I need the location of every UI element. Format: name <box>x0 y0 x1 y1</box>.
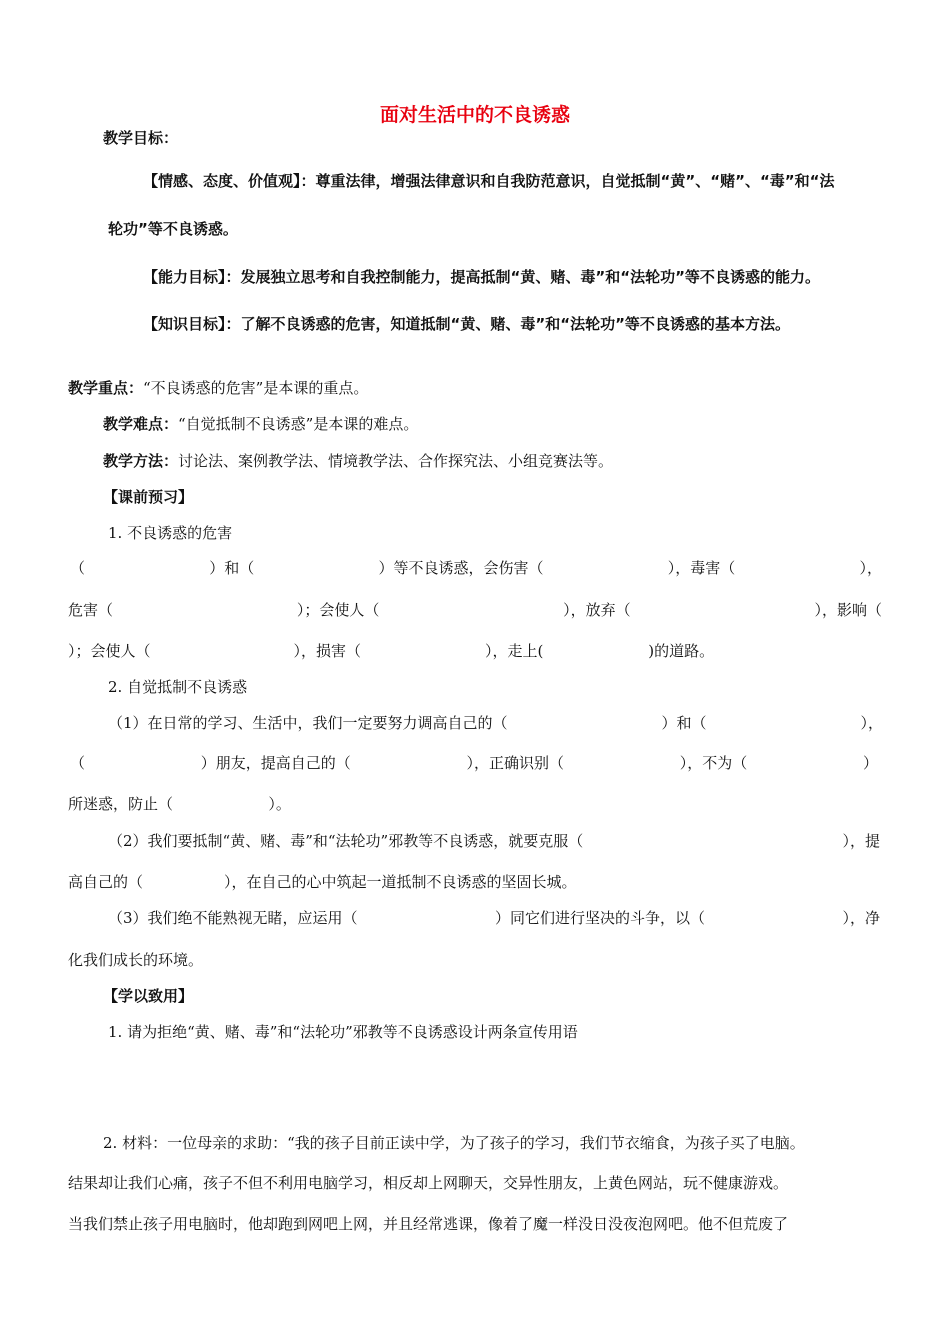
preview-q1-line1: （ ）和（ ）等不良诱惑，会伤害（ ），毒害（ ）， <box>70 559 882 577</box>
preview-p3-line2: 化我们成长的环境。 <box>68 951 204 969</box>
apply-q2-line1: 2. 材料：一位母亲的求助：“我的孩子目前正读中学，为了孩子的学习，我们节衣缩食，为孩子买了电脑。 <box>103 1134 805 1152</box>
apply-q2-line3: 当我们禁止孩子用电脑时，他却跑到网吧上网，并且经常逃课，像着了魔一样没日没夜泡网吧。他不但荒废了 <box>68 1215 789 1233</box>
apply-heading: 【学以致用】 <box>103 987 194 1005</box>
preview-p2-line2: 高自己的（ ），在自己的心中筑起一道抵制不良诱惑的坚固长城。 <box>68 873 577 891</box>
goal-emotion-line1: 【情感、态度、价值观】：尊重法律，增强法律意识和自我防范意识，自觉抵制“黄”、“赌”、“毒”和“法 <box>143 172 835 190</box>
preview-q1-line3: ）；会使人（ ），损害（ ），走上( )的道路。 <box>68 642 715 660</box>
preview-p3-line1: （3）我们绝不能熟视无睹，应运用（ ）同它们进行坚决的斗争，以（ ），净 <box>108 909 880 927</box>
goals-heading: 教学目标： <box>103 129 179 147</box>
apply-q2-line2: 结果却让我们心痛，孩子不但不利用电脑学习，相反却上网聊天，交异性朋友，上黄色网站，玩不健康游戏。 <box>68 1174 789 1192</box>
page-title: 面对生活中的不良诱惑 <box>379 104 570 126</box>
preview-q1-title: 1. 不良诱惑的危害 <box>108 524 233 542</box>
preview-q1-line2: 危害（ ）；会使人（ ），放弃（ ），影响（ <box>68 601 882 619</box>
difficulty-text: “自觉抵制不良诱惑”是本课的难点。 <box>178 415 419 433</box>
method-text: 讨论法、案例教学法、情境教学法、合作探究法、小组竞赛法等。 <box>178 452 614 470</box>
goal-ability: 【能力目标】：发展独立思考和自我控制能力，提高抵制“黄、赌、毒”和“法轮功”等不良诱惑的能力。 <box>143 268 820 286</box>
preview-q2-title: 2. 自觉抵制不良诱惑 <box>108 678 248 696</box>
preview-p2-line1: （2）我们要抵制“黄、赌、毒”和“法轮功”邪教等不良诱惑，就要克服（ ），提 <box>108 832 880 850</box>
key-point-text: “不良诱惑的危害”是本课的重点。 <box>143 379 369 397</box>
apply-q1: 1. 请为拒绝“黄、赌、毒”和“法轮功”邪教等不良诱惑设计两条宣传用语 <box>108 1023 578 1041</box>
preview-heading: 【课前预习】 <box>103 488 194 506</box>
preview-p1-line1: （1）在日常的学习、生活中，我们一定要努力调高自己的（ ）和（ ）， <box>108 714 883 732</box>
goal-knowledge: 【知识目标】：了解不良诱惑的危害，知道抵制“黄、赌、毒”和“法轮功”等不良诱惑的基本方法。 <box>143 315 790 333</box>
preview-p1-line3: 所迷惑，防止（ ）。 <box>68 795 291 813</box>
difficulty-label: 教学难点： <box>103 415 179 433</box>
method <box>103 451 613 471</box>
key-point-label: 教学重点： <box>68 379 144 397</box>
preview-p1-line2: （ ）朋友，提高自己的（ ），正确识别（ ），不为（ ） <box>70 754 878 772</box>
goal-emotion-line2: 轮功”等不良诱惑。 <box>108 220 238 238</box>
difficulty <box>103 414 418 434</box>
method-label: 教学方法： <box>103 452 179 470</box>
key-point <box>68 378 368 398</box>
